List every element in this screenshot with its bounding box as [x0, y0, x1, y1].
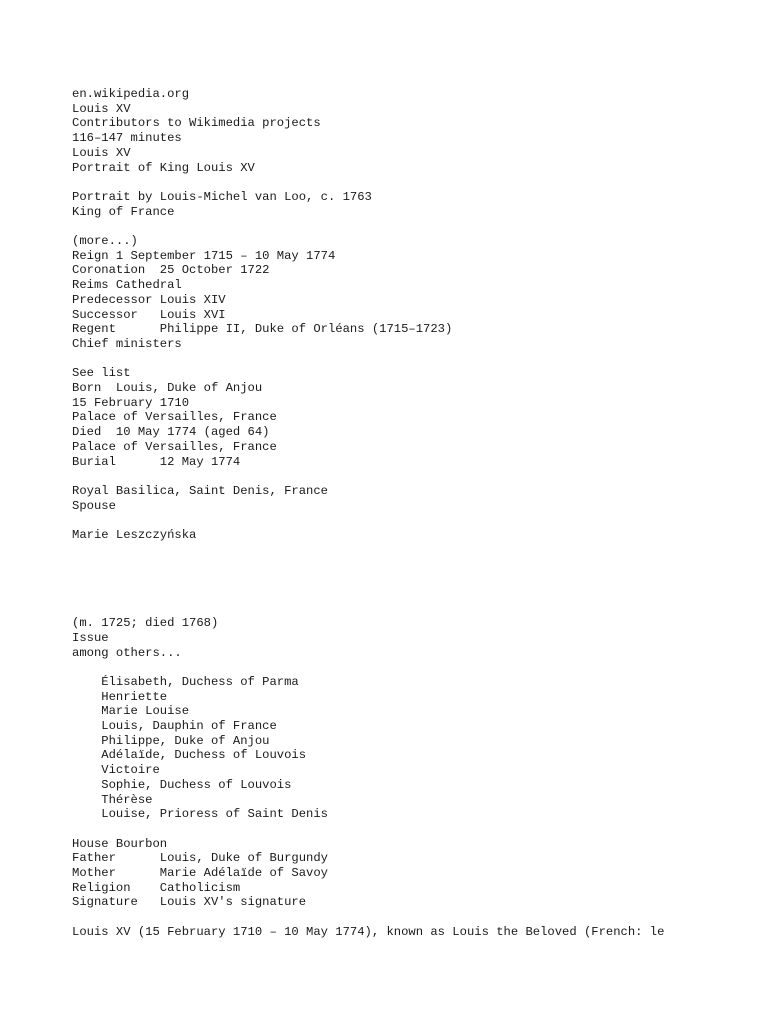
infobox-row-predecessor: Predecessor Louis XIV: [72, 292, 226, 307]
issue-list-item: Sophie, Duchess of Louvois: [72, 777, 292, 792]
infobox-row-coronation: Coronation 25 October 1722: [72, 263, 270, 278]
issue-list-item: Louis, Dauphin of France: [72, 719, 277, 734]
infobox-title: Louis XV: [72, 145, 131, 160]
issue-list-item: Henriette: [72, 689, 168, 704]
blank-line: [72, 587, 762, 602]
infobox-row-burial: Burial 12 May 1774: [72, 454, 241, 469]
blank-line: [72, 175, 762, 190]
blank-line: [72, 660, 762, 675]
spouse-name: Marie Leszczyńska: [72, 528, 197, 543]
reading-time: 116–147 minutes: [72, 131, 182, 146]
issue-list-item: Victoire: [72, 763, 160, 778]
infobox-image-alt: Portrait of King Louis XV: [72, 160, 255, 175]
issue-intro: among others...: [72, 645, 182, 660]
blank-line: [72, 469, 762, 484]
blank-line: [72, 543, 762, 558]
infobox-row-father: Father Louis, Duke of Burgundy: [72, 851, 328, 866]
infobox-row-born: Born Louis, Duke of Anjou: [72, 381, 263, 396]
infobox-row-born-place: Palace of Versailles, France: [72, 410, 277, 425]
blank-line: [72, 352, 762, 367]
issue-list-item: Thérèse: [72, 792, 153, 807]
blank-line: [72, 601, 762, 616]
infobox-row-spouse: Spouse: [72, 498, 116, 513]
blank-line: [72, 557, 762, 572]
infobox-row-burial-place: Royal Basilica, Saint Denis, France: [72, 483, 328, 498]
see-list-link: See list: [72, 366, 131, 381]
infobox-row-issue: Issue: [72, 630, 109, 645]
blank-line: [72, 513, 762, 528]
infobox-row-chief-ministers: Chief ministers: [72, 336, 182, 351]
source-domain: en.wikipedia.org: [72, 87, 190, 101]
blank-line: [72, 219, 762, 234]
article-title: Louis XV: [72, 101, 131, 116]
blank-line: [72, 910, 762, 925]
issue-list-item: Élisabeth, Duchess of Parma: [72, 674, 299, 689]
image-caption: Portrait by Louis-Michel van Loo, c. 1763: [72, 189, 372, 204]
marriage-dates: (m. 1725; died 1768): [72, 616, 219, 631]
infobox-row-religion: Religion Catholicism: [72, 880, 241, 895]
issue-list-item: Louise, Prioress of Saint Denis: [72, 807, 328, 822]
more-link: (more...): [72, 234, 138, 248]
article-lead-paragraph: Louis XV (15 February 1710 – 10 May 1774), known as Louis the Beloved (French: le: [72, 924, 665, 939]
infobox-row-signature: Signature Louis XV's signature: [72, 895, 307, 910]
infobox-row-coronation-place: Reims Cathedral: [72, 278, 182, 293]
infobox-row-house: House Bourbon: [72, 836, 168, 851]
blank-line: [72, 822, 762, 837]
infobox-row-mother: Mother Marie Adélaïde of Savoy: [72, 866, 328, 881]
issue-list-item: Adélaïde, Duchess of Louvois: [72, 748, 307, 763]
infobox-row-died: Died 10 May 1774 (aged 64): [72, 425, 270, 440]
infobox-row-born-date: 15 February 1710: [72, 395, 190, 410]
issue-list-item: Marie Louise: [72, 704, 190, 719]
infobox-subtitle: King of France: [72, 204, 175, 219]
infobox-row-successor: Successor Louis XVI: [72, 307, 226, 322]
article-author: Contributors to Wikimedia projects: [72, 116, 321, 131]
issue-list-item: Philippe, Duke of Anjou: [72, 733, 270, 748]
document-text: [72, 87, 762, 940]
infobox-row-died-place: Palace of Versailles, France: [72, 439, 277, 454]
infobox-row-regent: Regent Philippe II, Duke of Orléans (1715–1723): [72, 322, 453, 337]
infobox-row-reign: Reign 1 September 1715 – 10 May 1774: [72, 248, 336, 263]
blank-line: [72, 572, 762, 587]
